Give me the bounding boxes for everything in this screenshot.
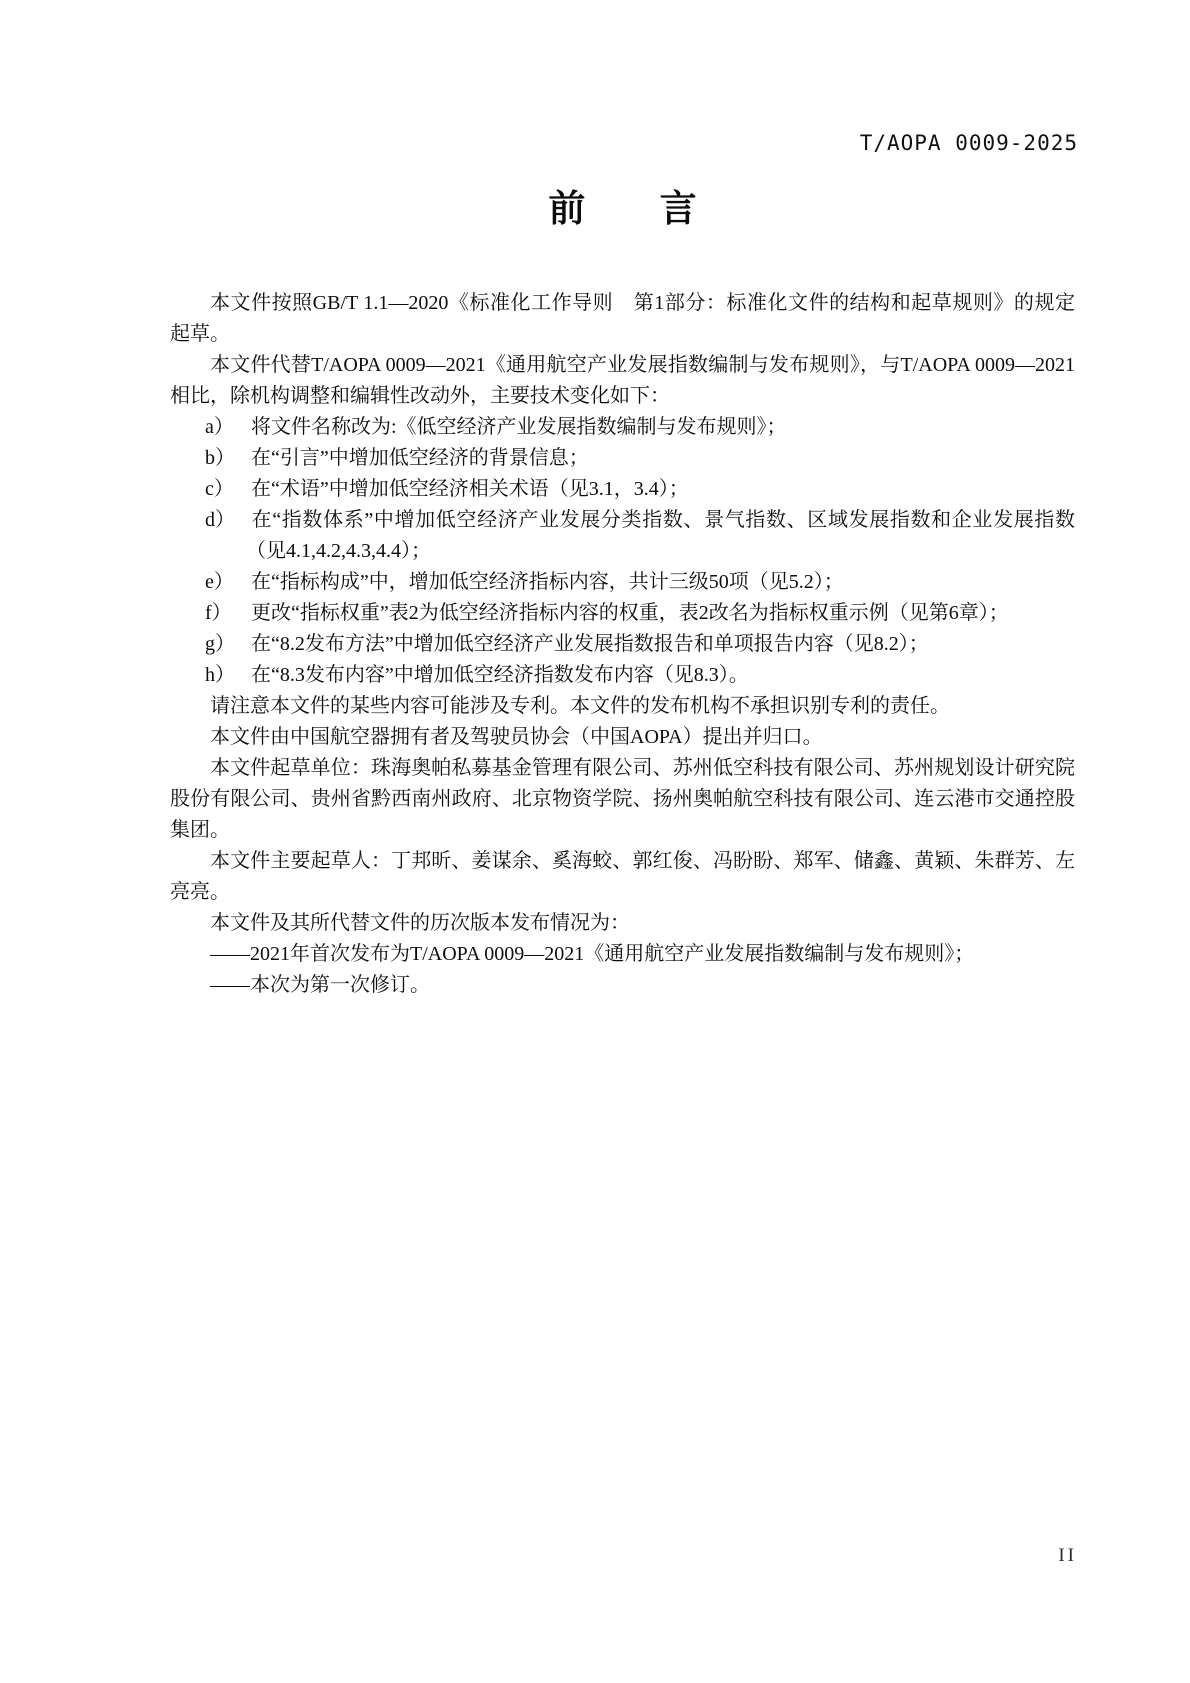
foreword-list-item: [170, 660, 1075, 691]
block-text: 在“术语”中增加低空经济相关术语（见3.1，3.4）；: [251, 478, 689, 500]
list-item-label: h）: [205, 664, 235, 686]
page-title: [170, 178, 1075, 232]
block-text: 本文件及其所代替文件的历次版本发布情况为：: [210, 912, 630, 934]
foreword-paragraph: [170, 722, 1075, 753]
foreword-paragraph: [170, 939, 1075, 970]
block-text: 本文件主要起草人：丁邦昕、姜谋余、奚海蛟、郭红俊、冯盼盼、郑军、储鑫、黄颖、朱群芳、左亮亮。: [170, 850, 1075, 903]
foreword-list-item: [170, 598, 1075, 629]
list-item-label: c）: [205, 478, 234, 500]
block-text: 在“引言”中增加低空经济的背景信息；: [251, 447, 589, 469]
foreword-list-item: [170, 629, 1075, 660]
block-text: 本文件起草单位：珠海奥帕私募基金管理有限公司、苏州低空科技有限公司、苏州规划设计研究院股份有限公司、贵州省黔西南州政府、北京物资学院、扬州奥帕航空科技有限公司、连云港市交通控股集团。: [170, 757, 1075, 841]
block-text: 在“指数体系”中增加低空经济产业发展分类指数、景气指数、区域发展指数和企业发展指数（见4.1,4.2,4.3,4.4）；: [246, 509, 1075, 562]
foreword-paragraph: [170, 846, 1075, 908]
foreword-paragraph: [170, 908, 1075, 939]
block-text: 在“8.2发布方法”中增加低空经济产业发展指数报告和单项报告内容（见8.2）；: [251, 633, 929, 655]
foreword-paragraph: [170, 691, 1075, 722]
list-item-label: e）: [205, 571, 234, 593]
block-text: 本文件按照GB/T 1.1—2020《标准化工作导则 第1部分：标准化文件的结构和起草规则》的规定起草。: [170, 292, 1075, 345]
doc-code: T/AOPA 0009-2025: [859, 131, 1078, 155]
foreword-list-item: [170, 505, 1075, 567]
page-title-char-1: 前: [548, 188, 586, 229]
list-item-label: a）: [205, 416, 234, 438]
foreword-list-item: [170, 412, 1075, 443]
block-text: ——2021年首次发布为T/AOPA 0009—2021《通用航空产业发展指数编制与发布规则》；: [210, 943, 975, 965]
foreword-paragraph: [170, 350, 1075, 412]
list-item-label: f）: [205, 602, 232, 624]
block-text: 在“8.3发布内容”中增加低空经济指数发布内容（见8.3）。: [251, 664, 749, 686]
block-text: 本文件代替T/AOPA 0009—2021《通用航空产业发展指数编制与发布规则》，与T/AOPA 0009—2021相比，除机构调整和编辑性改动外，主要技术变化如下：: [170, 354, 1075, 407]
block-text: 更改“指标权重”表2为低空经济指标内容的权重，表2改名为指标权重示例（见第6章）；: [251, 602, 1009, 624]
foreword-body: [170, 288, 1075, 1001]
block-text: 在“指标构成”中，增加低空经济指标内容，共计三级50项（见5.2）；: [251, 571, 844, 593]
foreword-paragraph: [170, 288, 1075, 350]
block-text: 本文件由中国航空器拥有者及驾驶员协会（中国AOPA）提出并归口。: [210, 726, 823, 748]
page-title-char-2: 言: [659, 188, 697, 229]
foreword-list-item: [170, 474, 1075, 505]
list-item-label: b）: [205, 447, 235, 469]
foreword-list-item: [170, 443, 1075, 474]
block-text: ——本次为第一次修订。: [210, 974, 430, 996]
block-text: 将文件名称改为:《低空经济产业发展指数编制与发布规则》；: [251, 416, 787, 438]
foreword-paragraph: [170, 753, 1075, 846]
foreword-paragraph: [170, 970, 1075, 1001]
block-text: 请注意本文件的某些内容可能涉及专利。本文件的发布机构不承担识别专利的责任。: [210, 695, 950, 717]
foreword-list-item: [170, 567, 1075, 598]
page-number: II: [1058, 1545, 1077, 1566]
list-item-label: g）: [205, 633, 235, 655]
list-item-label: d）: [205, 509, 235, 531]
